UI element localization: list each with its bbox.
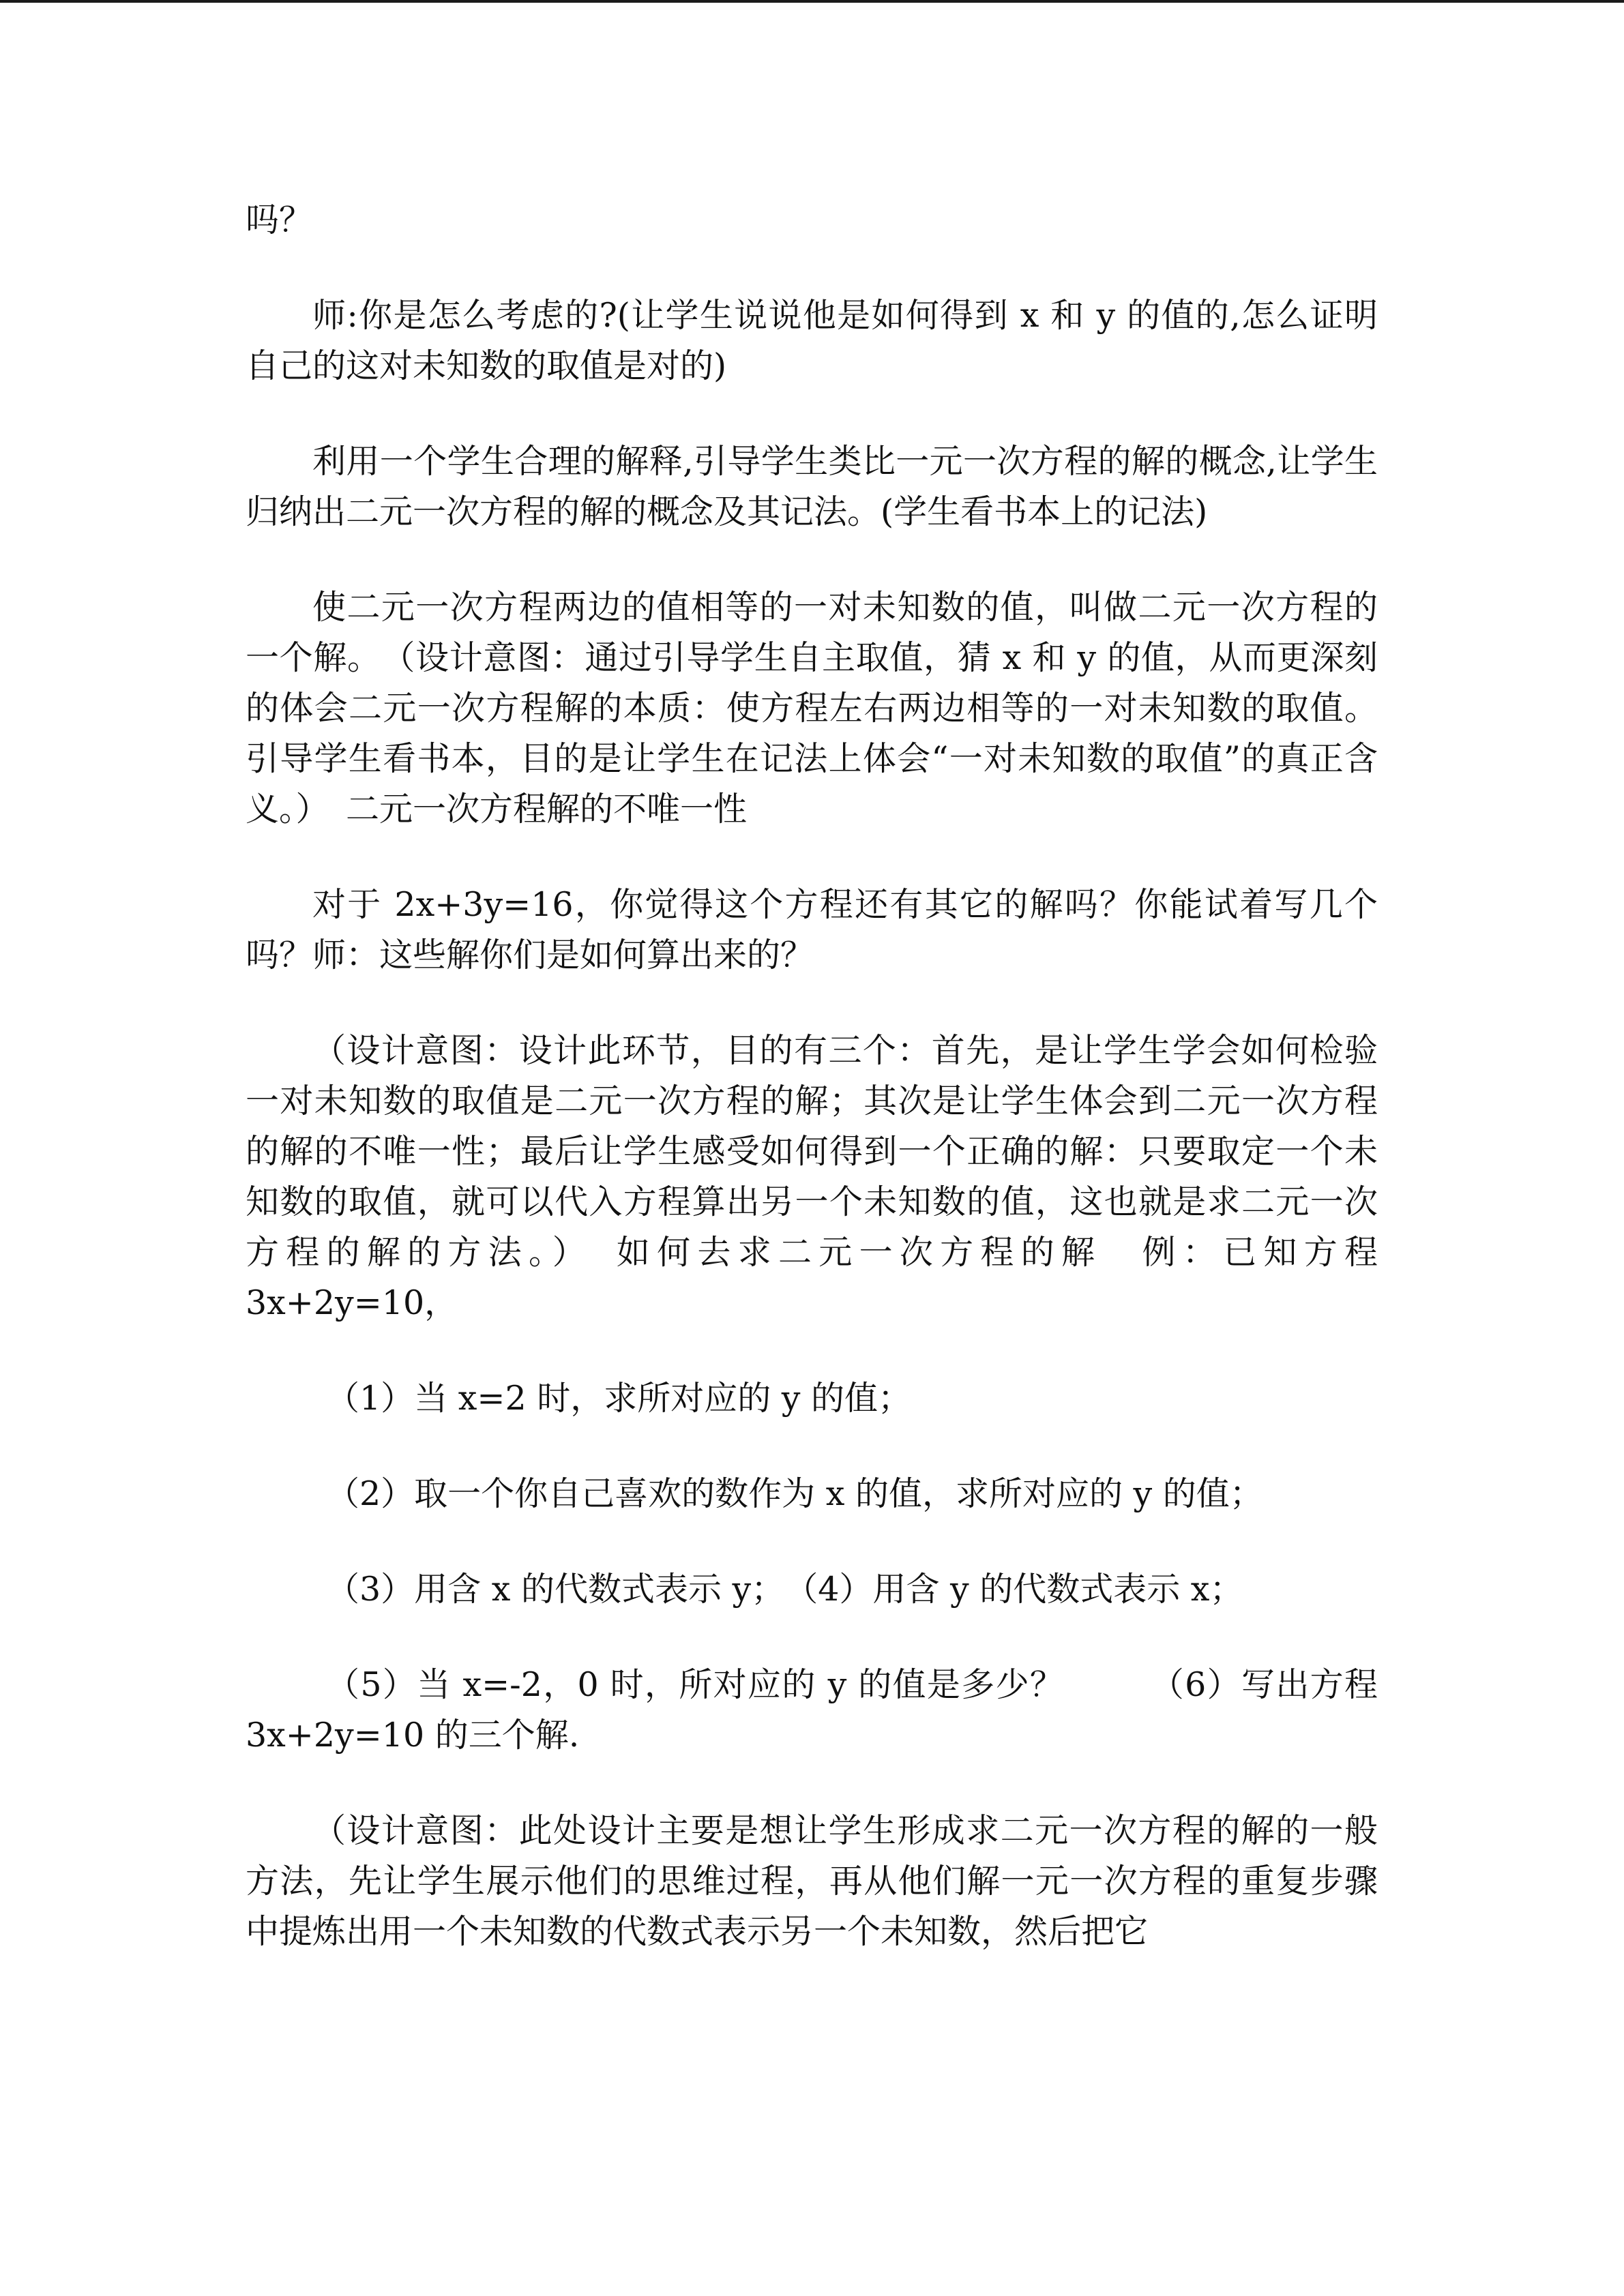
paragraph-design-intent-1: （设计意图：设计此环节，目的有三个：首先，是让学生学会如何检验一对未知数的取值是二元一次方程的解；其次是让学生体会到二元一次方程的解的不唯一性；最后让学生感受如何得到一个正确的解：只要取定一个未知数的取值，就可以代入方程算出另一个未知数的值，这也就是求二元一次方程的解的方法。） 如何去求二元一次方程的解 例：已知方程 3x+2y=10，	[246, 1031, 1389, 1322]
exercise-item-2: （2）取一个你自己喜欢的数作为 x 的值，求所对应的 y 的值；	[326, 1474, 1263, 1513]
document-body	[246, 195, 1389, 2002]
paragraph-definition: 使二元一次方程两边的值相等的一对未知数的值，叫做二元一次方程的一个解。 （设计意图：通过引导学生自主取值，猜 x 和 y 的值，从而更深刻的体会二元一次方程解的本质：使方程左右两边相等的一对未知数的取值。引导学生看书本，目的是让学生在记法上体会“一对未知数的取值”的真正含义。） 二元一次方程解的不唯一性	[246, 588, 1378, 829]
paragraph-design-intent-2: （设计意图：此处设计主要是想让学生形成求二元一次方程的解的一般方法，先让学生展示他们的思维过程，再从他们解一元一次方程的重复步骤中提炼出用一个未知数的代数式表示另一个未知数，然后把它	[246, 1811, 1378, 1951]
paragraph-teacher-question: 师:你是怎么考虑的?(让学生说说他是如何得到 x 和 y 的值的,怎么证明自己的这对未知数的取值是对的)	[246, 296, 1378, 385]
paragraph-solution-concept: 利用一个学生合理的解释,引导学生类比一元一次方程的解的概念,让学生归纳出二元一次方程的解的概念及其记法。(学生看书本上的记法)	[246, 442, 1378, 531]
page-top-border	[0, 0, 1624, 3]
exercise-item-3-4: （3）用含 x 的代数式表示 y； （4）用含 y 的代数式表示 x；	[326, 1570, 1243, 1609]
exercise-item-5-6: （5）当 x=-2，0 时，所对应的 y 的值是多少？ （6）写出方程 3x+2y=10 的三个解.	[246, 1665, 1389, 1755]
paragraph-non-unique: 对于 2x+3y=16，你觉得这个方程还有其它的解吗？你能试着写几个吗？师：这些解你们是如何算出来的？	[246, 885, 1378, 974]
paragraph-continuation: 吗？	[246, 200, 313, 239]
exercise-item-1: （1）当 x=2 时，求所对应的 y 的值；	[326, 1379, 912, 1418]
